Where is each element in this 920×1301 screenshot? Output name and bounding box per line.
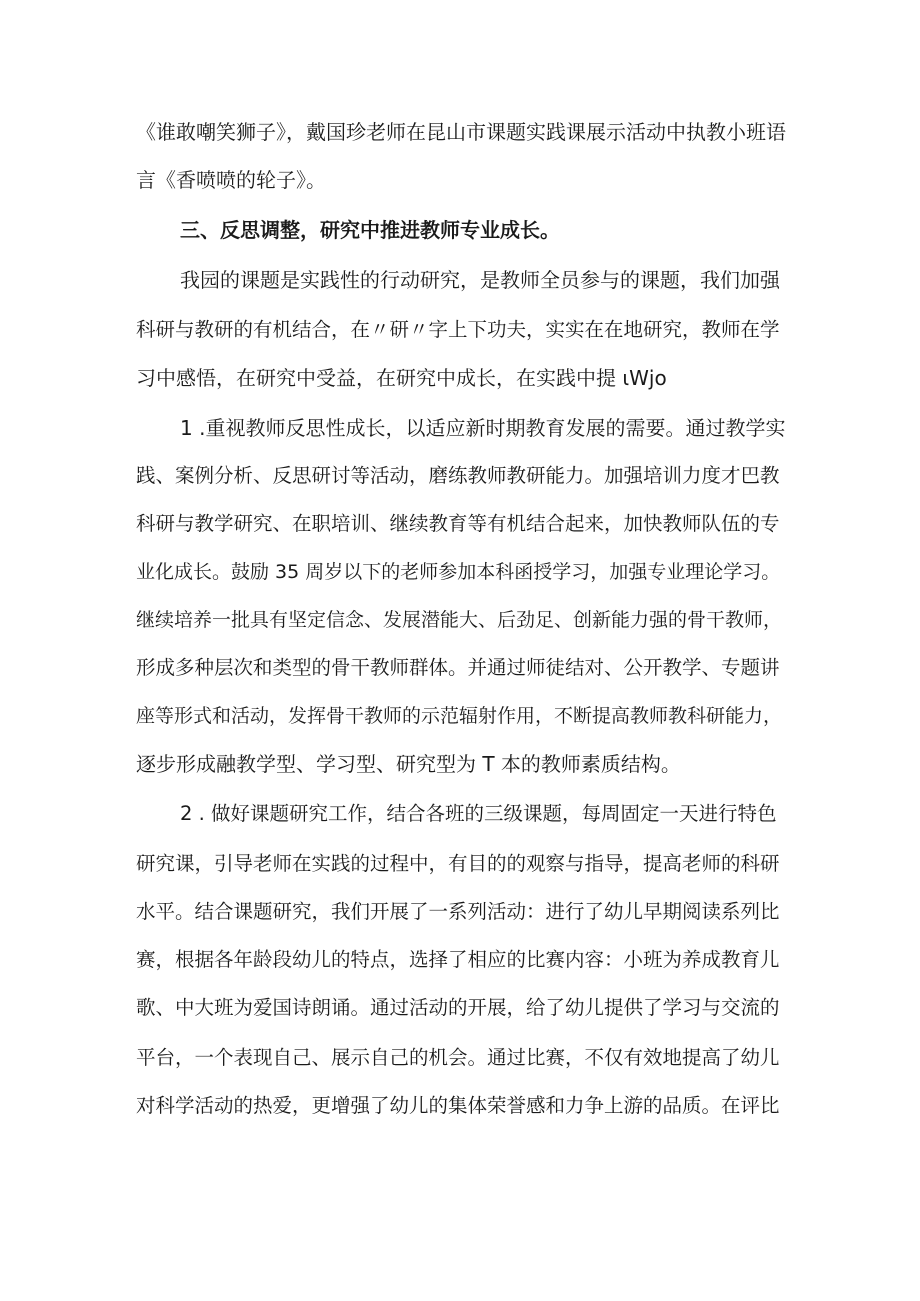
text-line: 继续培养一批具有坚定信念、发展潜能大、后劲足、创新能力强的骨干教师，: [136, 609, 783, 631]
text-line: 科研与教学研究、在职培训、继续教育等有机结合起来，加快教师队伍的专: [136, 512, 780, 535]
text-line: 对科学活动的热爱，更增强了幼儿的集体荣誉感和力争上游的品质。在评比: [136, 1094, 780, 1117]
text-line: 我园的课题是实践性的行动研究，是教师全员参与的课题，我们加强: [180, 268, 780, 292]
section-heading: 三、反思调整，研究中推进教师专业成长。: [180, 218, 560, 242]
text-line: 1 .重视教师反思性成长，以适应新时期教育发展的需要。通过教学实: [180, 416, 786, 440]
text-line: 水平。结合课题研究，我们开展了一系列活动：进行了幼儿早期阅读系列比: [136, 900, 780, 923]
text-line: 2 . 做好课题研究工作，结合各班的三级课题，每周固定一天进行特色: [180, 802, 777, 825]
text-line: 逐步形成融教学型、学习型、研究型为 T 本的教师素质结构。: [136, 752, 681, 776]
text-line: 业化成长。鼓励 35 周岁以下的老师参加本科函授学习，加强专业理论学习。: [136, 561, 781, 583]
text-line: 习中感悟，在研究中受益，在研究中成长，在实践中提 ιWjo: [136, 366, 667, 390]
text-line: 歌、中大班为爱国诗朗诵。通过活动的开展，给了幼儿提供了学习与交流的: [136, 996, 780, 1019]
text-line: 践、案例分析、反思研讨等活动，磨练教师教研能力。加强培训力度才巴教: [136, 464, 780, 487]
text-line: 言《香喷喷的轮子》。: [136, 168, 326, 192]
text-line: 《谁敢嘲笑狮子》，戴国珍老师在昆山市课题实践课展示活动中执教小班语: [136, 120, 786, 144]
text-line: 科研与教研的有机结合，在〃研〃字上下功夫，实实在在地研究，教师在学: [136, 318, 780, 341]
text-line: 形成多种层次和类型的骨干教师群体。并通过师徒结对、公开教学、专题讲: [136, 656, 780, 679]
text-line: 赛，根据各年龄段幼儿的特点，选择了相应的比赛内容：小班为养成教育儿: [136, 948, 780, 971]
text-line: 研究课，引导老师在实践的过程中，有目的的观察与指导，提高老师的科研: [136, 852, 780, 875]
text-line: 平台，一个表现自己、展示自己的机会。通过比赛，不仅有效地提高了幼儿: [136, 1046, 780, 1069]
text-line: 座等形式和活动，发挥骨干教师的示范辐射作用，不断提高教师教科研能力，: [136, 705, 783, 727]
